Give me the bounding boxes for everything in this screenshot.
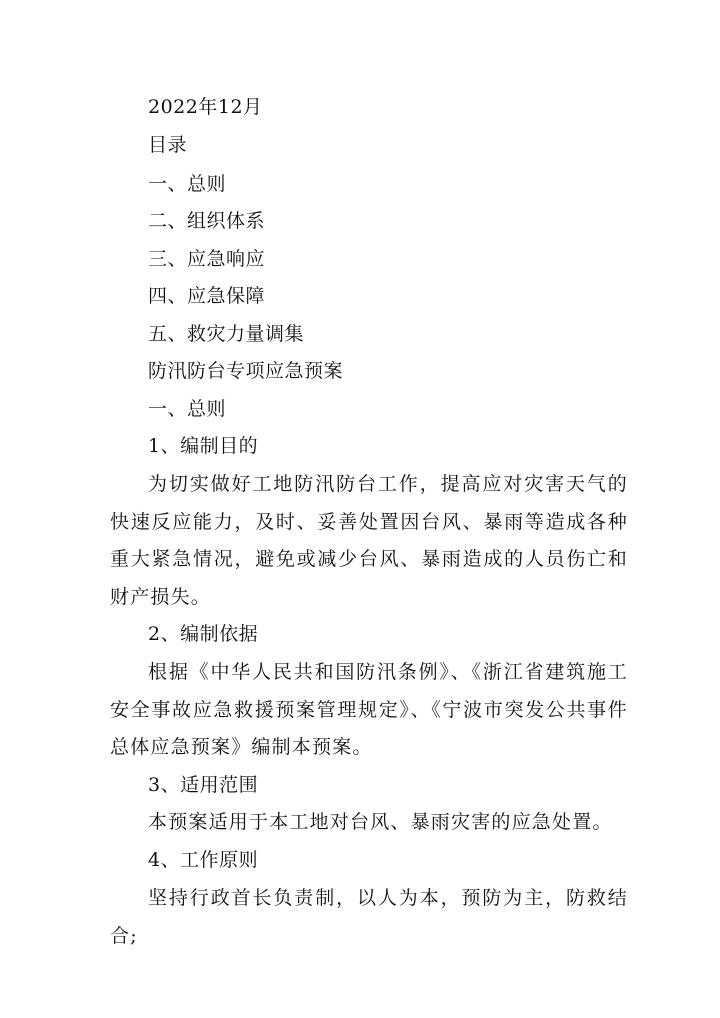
subsection-heading: 2、编制依据 bbox=[148, 623, 259, 645]
toc-item: 三、应急响应 bbox=[148, 248, 266, 270]
toc-item: 四、应急保障 bbox=[148, 285, 266, 307]
section-heading: 一、总则 bbox=[148, 398, 227, 420]
subsection-heading: 4、工作原则 bbox=[148, 849, 259, 871]
paragraph: 坚持行政首长负责制，以人为本，预防为主，防救结合; bbox=[110, 887, 628, 947]
toc-item: 五、救灾力量调集 bbox=[148, 323, 305, 345]
toc-item: 二、组织体系 bbox=[148, 210, 266, 232]
toc-item: 一、总则 bbox=[148, 173, 227, 195]
subsection-heading: 3、适用范围 bbox=[148, 774, 259, 796]
paragraph: 根据《中华人民共和国防汛条例》、《浙江省建筑施工安全事故应急救援预案管理规定》、《宁波市突发公共事件总体应急预案》编制本预案。 bbox=[110, 661, 628, 758]
document-date: 2022年12月 bbox=[148, 96, 263, 118]
plan-title: 防汛防台专项应急预案 bbox=[148, 360, 344, 382]
subsection-heading: 1、编制目的 bbox=[148, 435, 259, 457]
toc-title: 目录 bbox=[148, 134, 188, 156]
paragraph: 为切实做好工地防汛防台工作，提高应对灾害天气的快速反应能力，及时、妥善处置因台风、暴雨等造成各种重大紧急情况，避免或减少台风、暴雨造成的人员伤亡和财产损失。 bbox=[110, 473, 628, 608]
paragraph: 本预案适用于本工地对台风、暴雨灾害的应急处置。 bbox=[148, 811, 613, 833]
